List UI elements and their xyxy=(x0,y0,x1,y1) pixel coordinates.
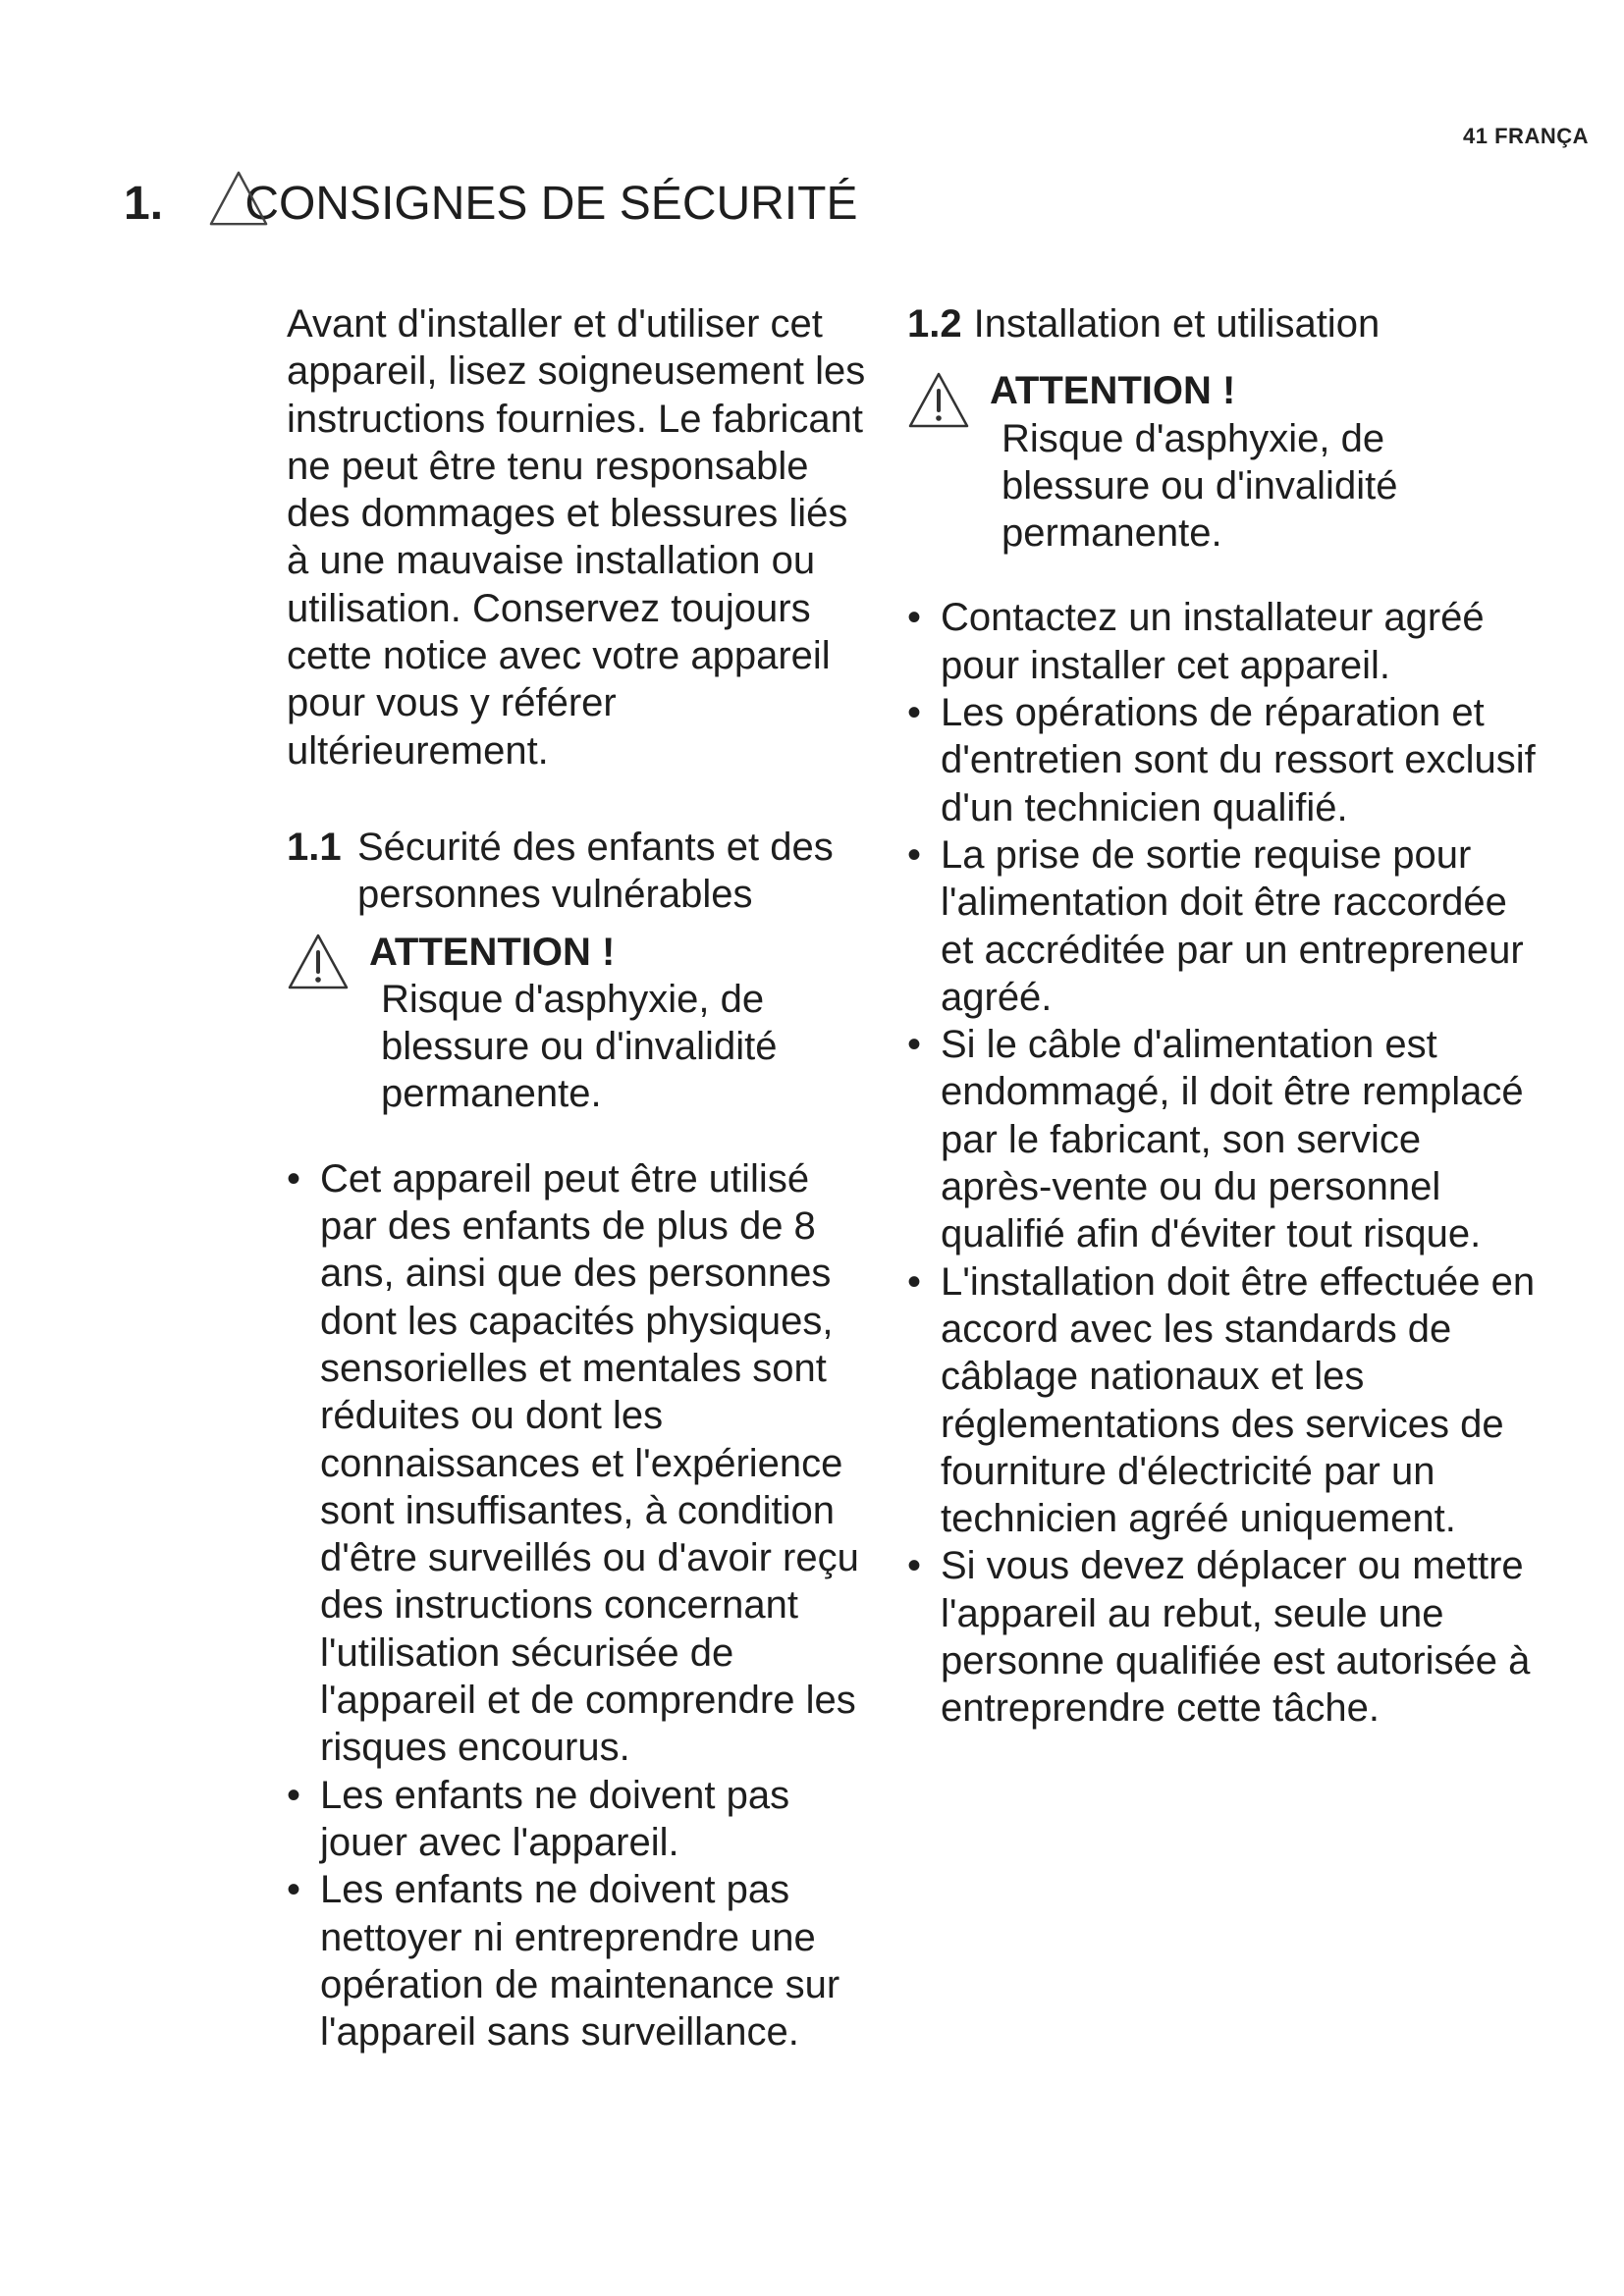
section-title xyxy=(124,177,857,231)
bullet-list-2 xyxy=(907,594,1536,1732)
warning-icon xyxy=(907,371,970,430)
list-item: • Les enfants ne doivent pas nettoyer ni entreprendre une opération de maintenance sur l'appareil sans surveillance. xyxy=(287,1866,876,2056)
subsection-1-1-title: Sécurité des enfants et des personnes vulnérables xyxy=(357,825,834,917)
warning-title: ATTENTION ! xyxy=(369,930,616,974)
list-item: • Cet appareil peut être utilisé par des enfants de plus de 8 ans, ainsi que des personnes dont les capacités physiques, sensorielles et mentales sont réduites ou dont les connaissances et l'expérience sont insuffisantes, à condition d'être surveillés ou d'avoir reçu des instructions concernant l'utilisation sécurisée de l'appareil et de comprendre les risques encourus. xyxy=(287,1155,876,1772)
right-column xyxy=(907,300,1536,1733)
subsection-1-1-heading xyxy=(287,824,876,919)
list-item: • La prise de sortie requise pour l'alimentation doit être raccordée et accréditée par un entrepreneur agréé. xyxy=(907,831,1536,1021)
subsection-1-2-number: 1.2 xyxy=(907,302,962,346)
warning-icon xyxy=(287,933,350,991)
section-number: 1. xyxy=(124,178,164,230)
warning-triangle-icon xyxy=(208,169,269,230)
bullet-list-1 xyxy=(287,1155,876,2056)
warning-title: ATTENTION ! xyxy=(990,369,1236,413)
list-item: • Contactez un installateur agréé pour installer cet appareil. xyxy=(907,594,1536,689)
warning-text: Risque d'asphyxie, de blessure ou d'invalidité permanente. xyxy=(381,977,778,1116)
subsection-1-2-heading xyxy=(907,300,1536,347)
warning-block-1 xyxy=(287,929,876,1118)
warning-block-2 xyxy=(907,367,1536,557)
list-item: • Si le câble d'alimentation est endommagé, il doit être remplacé par le fabricant, son service après-vente ou du personnel qualifié afin d'éviter tout risque. xyxy=(907,1021,1536,1257)
list-item: • Les opérations de réparation et d'entretien sont du ressort exclusif d'un technicien qualifié. xyxy=(907,689,1536,831)
list-item: • Les enfants ne doivent pas jouer avec l'appareil. xyxy=(287,1772,876,1867)
subsection-1-1-number: 1.1 xyxy=(287,825,342,869)
list-item: • Si vous devez déplacer ou mettre l'appareil au rebut, seule une personne qualifiée est autorisée à entreprendre cette tâche. xyxy=(907,1542,1536,1732)
page-header: 41 FRANÇA xyxy=(1463,124,1589,148)
section-title-initial: C xyxy=(244,178,280,230)
list-item: • L'installation doit être effectuée en accord avec les standards de câblage nationaux et les réglementations des services de fourniture d'électricité par un technicien agréé uniquement. xyxy=(907,1258,1536,1543)
intro-paragraph: Avant d'installer et d'utiliser cet appareil, lisez soigneusement les instructions fournies. Le fabricant ne peut être tenu responsable des dommages et blessures liés à une mauvaise installation ou utilisation. Conservez toujours cette notice avec votre appareil pour vous y référer ultérieurement. xyxy=(287,302,866,773)
section-title-rest: ONSIGNES DE SÉCURITÉ xyxy=(279,178,858,230)
section-title-text xyxy=(193,178,857,230)
left-column xyxy=(287,300,876,2056)
warning-text: Risque d'asphyxie, de blessure ou d'invalidité permanente. xyxy=(1001,416,1398,556)
subsection-1-2-title: Installation et utilisation xyxy=(973,302,1380,346)
